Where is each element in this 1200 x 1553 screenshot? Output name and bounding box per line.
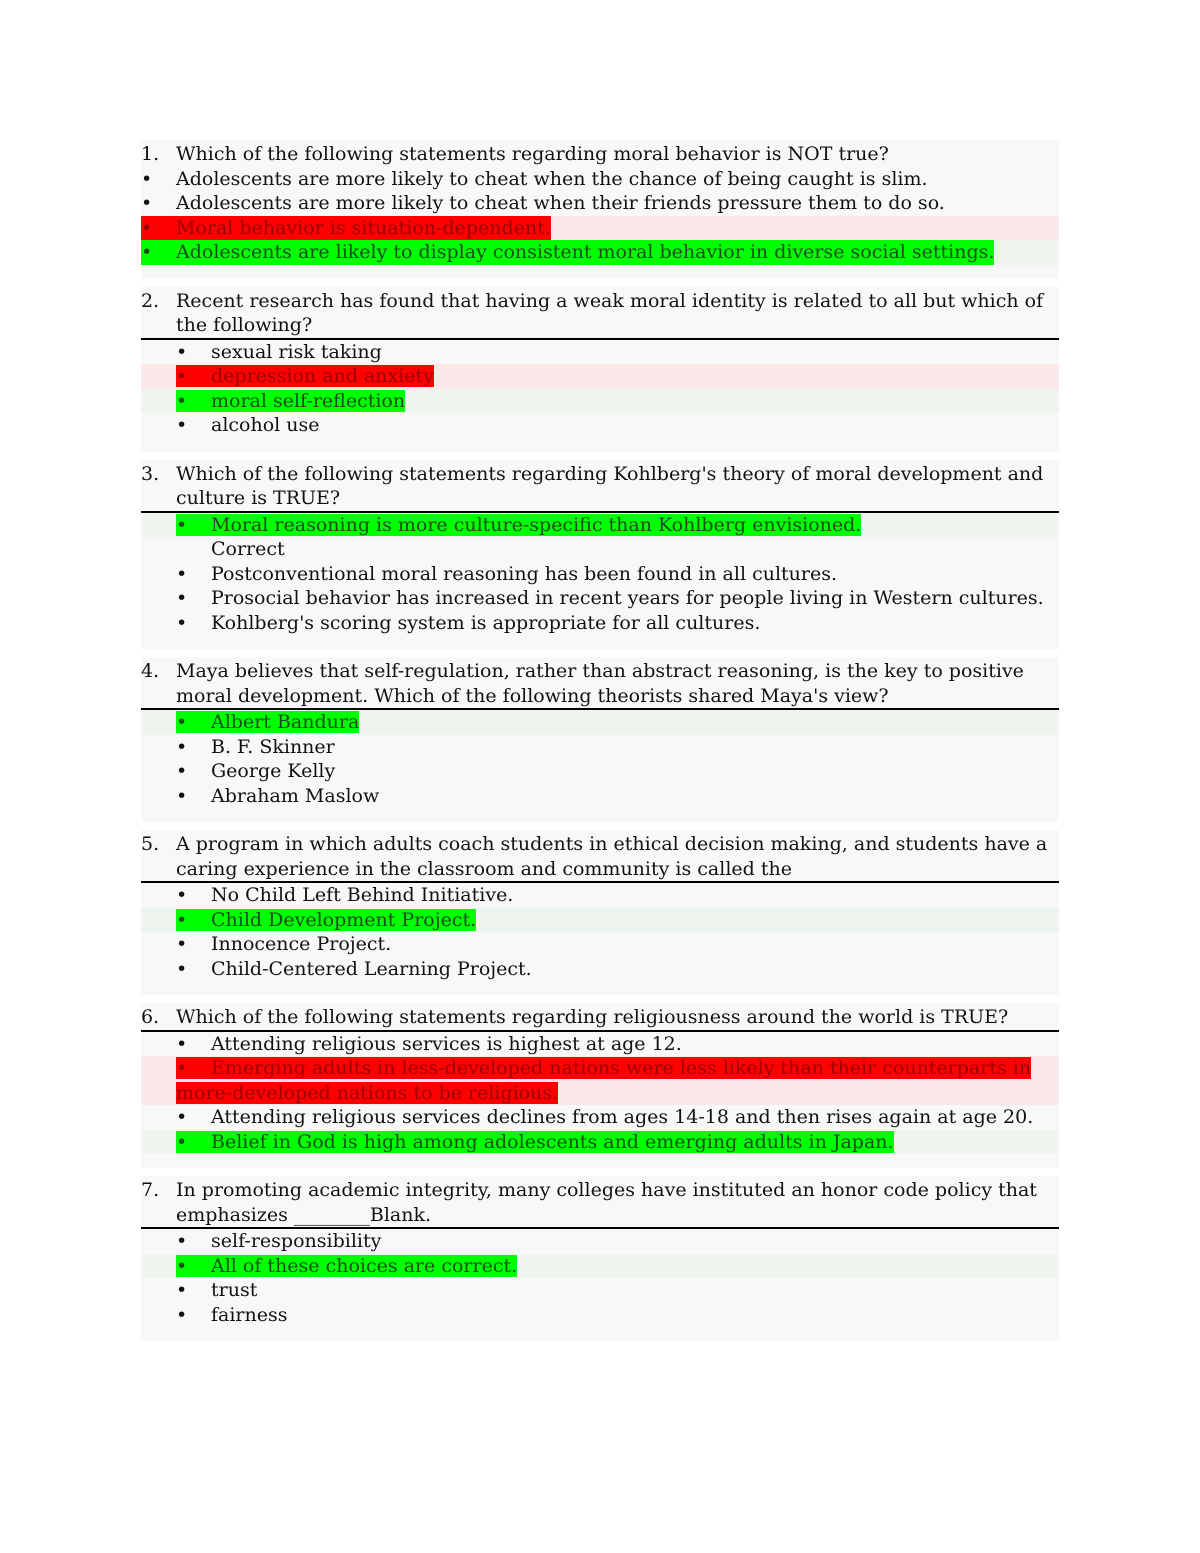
answer-text: Adolescents are more likely to cheat when their friends pressure them to do so. [176, 192, 945, 214]
question-text: In promoting academic integrity, many colleges have instituted an honor code policy that emphasizes ________Blank. [176, 1179, 1037, 1226]
question-7 [141, 1176, 1059, 1341]
answer-text: Emerging adults in less-developed nations were less likely than their counterparts in more-developed nations to be religious. [176, 1057, 1032, 1104]
answer-options [141, 340, 1059, 438]
question-stem [141, 1178, 1059, 1229]
answer-option [141, 364, 1059, 389]
answer-text: All of these choices are correct. [211, 1254, 518, 1277]
bullet-icon: • [141, 241, 153, 263]
quiz-content [141, 140, 1059, 1349]
question-text: Recent research has found that having a weak moral identity is related to all but which of the following? [176, 289, 1044, 336]
answer-option [141, 167, 1059, 192]
bullet-icon: • [176, 1303, 188, 1326]
answer-options [141, 167, 1059, 265]
bullet-icon: • [176, 513, 188, 536]
bullet-icon: • [141, 216, 153, 239]
answer-text: Child Development Project. [211, 908, 477, 931]
bullet-icon: • [176, 414, 188, 436]
answer-text: Attending religious services is highest at age 12. [211, 1032, 682, 1055]
answer-text: Innocence Project. [211, 933, 392, 955]
answer-text: Albert Bandura [211, 711, 360, 733]
question-number: 7. [141, 1179, 160, 1201]
question-3 [141, 460, 1059, 650]
bullet-icon: • [141, 167, 153, 190]
answer-text: Belief in God is high among adolescents and emerging adults in Japan. [211, 1130, 894, 1153]
answer-option [141, 1056, 1059, 1105]
answer-option [141, 784, 1059, 809]
answer-options [141, 883, 1059, 981]
question-text: Maya believes that self-regulation, rather than abstract reasoning, is the key to positive moral development. Which of the following theorists shared Maya's view? [176, 660, 1024, 707]
answer-text: depression and anxiety [211, 365, 434, 387]
wrong-answer-highlight [141, 216, 551, 241]
question-text: Which of the following statements regarding Kohlberg's theory of moral development and culture is TRUE? [176, 462, 1044, 509]
question-text: Which of the following statements regarding religiousness around the world is TRUE? [176, 1006, 1009, 1028]
answer-text: B. F. Skinner [211, 735, 335, 758]
question-stem [141, 142, 1059, 167]
bullet-icon: • [176, 562, 188, 585]
question-stem [141, 289, 1059, 340]
question-2 [141, 287, 1059, 452]
bullet-icon: • [176, 760, 188, 782]
answer-option [141, 710, 1059, 735]
wrong-answer-highlight [176, 1057, 1031, 1104]
bullet-icon: • [176, 1230, 188, 1252]
answer-option [141, 1105, 1059, 1130]
bullet-icon: • [176, 957, 188, 980]
bullet-icon: • [176, 587, 188, 609]
question-text: A program in which adults coach students in ethical decision making, and students have a caring experience in the classroom and community is called the [176, 833, 1048, 880]
answer-option [141, 1278, 1059, 1303]
answer-option [141, 908, 1059, 933]
correct-answer-highlight [176, 909, 476, 931]
correct-answer-highlight [176, 711, 359, 733]
answer-text: No Child Left Behind Initiative. [211, 884, 514, 906]
wrong-answer-highlight [176, 365, 434, 387]
answer-option [141, 389, 1059, 414]
answer-option [141, 562, 1059, 587]
correct-answer-highlight [176, 390, 405, 412]
answer-option [141, 216, 1059, 241]
answer-text: alcohol use [211, 414, 320, 436]
bullet-icon: • [176, 784, 188, 807]
answer-options [141, 1032, 1059, 1155]
bullet-icon: • [176, 711, 188, 733]
answer-text: Child-Centered Learning Project. [211, 957, 532, 980]
answer-text: Moral behavior is situation-dependent. [176, 216, 551, 239]
question-number: 3. [141, 462, 160, 485]
bullet-icon: • [176, 1032, 188, 1055]
bullet-icon: • [176, 365, 188, 387]
answer-options [141, 710, 1059, 808]
question-number: 5. [141, 833, 160, 855]
answer-text: Postconventional moral reasoning has been found in all cultures. [211, 562, 838, 585]
answer-text: sexual risk taking [211, 340, 382, 363]
bullet-icon: • [141, 192, 153, 214]
answer-options [141, 1229, 1059, 1327]
question-4 [141, 657, 1059, 822]
answer-text: trust [211, 1279, 258, 1301]
bullet-icon: • [176, 1057, 188, 1079]
correct-note: Correct [211, 538, 285, 560]
answer-text: fairness [211, 1303, 288, 1326]
answer-text: Prosocial behavior has increased in recent years for people living in Western cultures. [211, 587, 1044, 609]
bullet-icon: • [176, 908, 188, 931]
bullet-icon: • [176, 340, 188, 363]
bullet-icon: • [176, 389, 188, 412]
answer-option [141, 191, 1059, 216]
answer-option [141, 513, 1059, 538]
answer-option [141, 586, 1059, 611]
answer-text: Attending religious services declines from ages 14-18 and then rises again at age 20. [211, 1106, 1034, 1128]
answer-text: George Kelly [211, 760, 336, 782]
bullet-icon: • [176, 611, 188, 634]
bullet-icon: • [176, 933, 188, 955]
bullet-icon: • [176, 1279, 188, 1301]
answer-text: Kohlberg's scoring system is appropriate for all cultures. [211, 611, 761, 634]
bullet-icon: • [176, 1106, 188, 1128]
bullet-icon: • [176, 735, 188, 758]
answer-text: Adolescents are likely to display consistent moral behavior in diverse social settings. [176, 241, 995, 263]
answer-text: moral self-reflection [211, 389, 406, 412]
question-stem [141, 659, 1059, 710]
correct-answer-highlight [141, 240, 994, 265]
answer-option [141, 413, 1059, 438]
question-number: 2. [141, 289, 160, 312]
question-stem [141, 1005, 1059, 1032]
answer-option [141, 1254, 1059, 1279]
answer-option [141, 340, 1059, 365]
question-1 [141, 140, 1059, 279]
question-stem [141, 832, 1059, 883]
answer-options [141, 513, 1059, 636]
question-number: 6. [141, 1006, 160, 1028]
answer-option [141, 240, 1059, 265]
question-stem [141, 462, 1059, 513]
answer-option [141, 1303, 1059, 1328]
question-5 [141, 830, 1059, 995]
answer-option [141, 957, 1059, 982]
answer-option [141, 1130, 1059, 1155]
correct-answer-highlight [176, 1255, 517, 1277]
question-6 [141, 1003, 1059, 1168]
answer-text: Adolescents are more likely to cheat when the chance of being caught is slim. [176, 167, 928, 190]
question-text: Which of the following statements regarding moral behavior is NOT true? [176, 143, 889, 165]
correct-answer-highlight [176, 1131, 894, 1153]
answer-option [141, 611, 1059, 636]
answer-option [141, 735, 1059, 760]
answer-option [141, 1032, 1059, 1057]
answer-text: Moral reasoning is more culture-specific than Kohlberg envisioned. [211, 513, 862, 536]
answer-option [141, 883, 1059, 908]
answer-text: Abraham Maslow [211, 784, 380, 807]
bullet-icon: • [176, 884, 188, 906]
correct-answer-highlight [176, 514, 861, 536]
question-number: 4. [141, 660, 160, 682]
bullet-icon: • [176, 1254, 188, 1277]
answer-option [141, 1229, 1059, 1254]
question-number: 1. [141, 143, 160, 165]
bullet-icon: • [176, 1130, 188, 1153]
answer-option [141, 932, 1059, 957]
answer-text: self-responsibility [211, 1230, 382, 1252]
answer-option [141, 759, 1059, 784]
